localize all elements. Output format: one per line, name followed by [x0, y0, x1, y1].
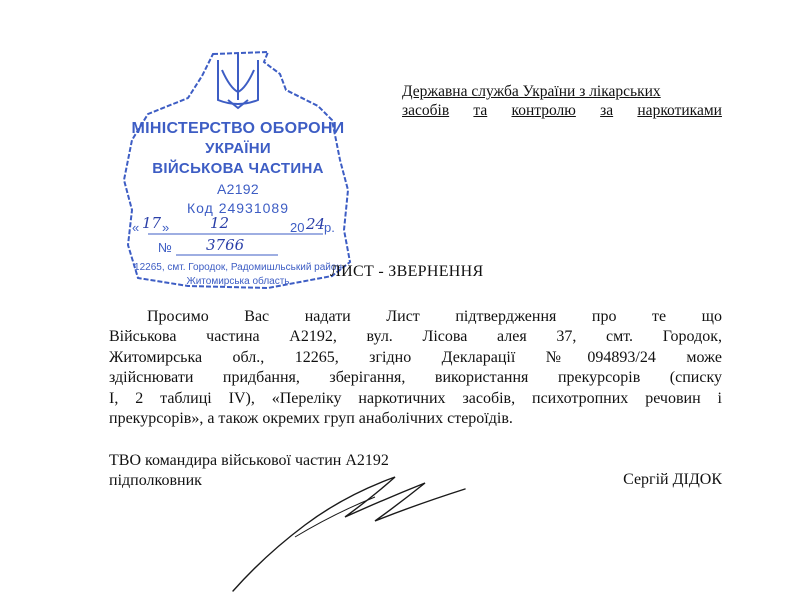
stamp-date-year: 24 — [306, 215, 326, 233]
body-line: здійснювати придбання, зберігання, використання прекурсорів (списку — [109, 369, 722, 387]
recipient-word: контролю — [511, 102, 576, 119]
stamp-line-code: Код 24931089 — [187, 200, 289, 216]
stamp-line-ministry: МІНІСТЕРСТВО ОБОРОНИ — [131, 120, 345, 137]
signatory-position-line1: ТВО командира військової частин А2192 — [109, 452, 389, 469]
stamp-line-unit-number: А2192 — [217, 181, 259, 197]
stamp-number-value: 3766 — [206, 236, 245, 254]
handwritten-signature — [225, 455, 485, 595]
recipient-word: засобів — [402, 102, 450, 119]
stamp-address-line1: 12265, смт. Городок, Радомишльський район — [134, 262, 342, 273]
body-line: прекурсорів», а також окремих груп анаболічних стероїдів. — [109, 410, 513, 428]
recipient-word: наркотиками — [637, 102, 722, 119]
recipient-line2 — [402, 101, 722, 120]
military-stamp — [118, 40, 358, 295]
recipient-word: та — [473, 102, 488, 119]
body-line: Житомирська обл., 12265, згідно Декларації №094893/24 може — [109, 348, 722, 366]
recipient-block — [402, 82, 722, 120]
stamp-address-line2: Житомирська область — [186, 276, 290, 287]
document-title: ЛИСТ - ЗВЕРНЕННЯ — [330, 263, 484, 280]
stamp-year-prefix: 20 — [290, 220, 305, 235]
signatory-name: Сергій ДІДОК — [623, 471, 722, 488]
stamp-date-close-quote: » — [162, 220, 170, 235]
stamp-line-country: УКРАЇНИ — [205, 140, 271, 157]
stamp-date-day: 17 — [142, 214, 162, 232]
recipient-line1: Державна служба України з лікарських — [402, 83, 661, 100]
signatory-rank: підполковник — [109, 472, 202, 489]
stamp-number-label: № — [158, 240, 172, 255]
letter-body — [109, 307, 722, 429]
recipient-word: за — [600, 102, 614, 119]
stamp-year-suffix: р. — [324, 220, 335, 235]
trident-emblem-icon — [218, 54, 258, 108]
body-line: Військова частина А2192, вул. Лісова алея 37, смт. Городок, — [109, 328, 722, 346]
stamp-date-open-quote: « — [132, 220, 140, 235]
stamp-line-unit: ВІЙСЬКОВА ЧАСТИНА — [152, 160, 324, 177]
body-line: Просимо Вас надати Лист підтвердження про те що — [147, 308, 722, 325]
body-line: I, 2 таблиці IV), «Переліку наркотичних засобів, психотропних речовин і — [109, 389, 722, 407]
stamp-date-month: 12 — [210, 214, 230, 232]
